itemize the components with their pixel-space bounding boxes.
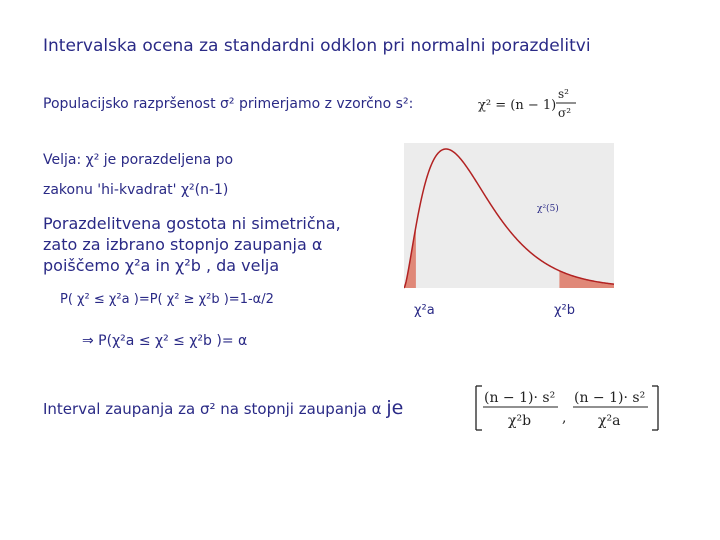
confidence-interval-formula — [470, 382, 666, 434]
interval-text: Interval zaupanja za σ² na stopnji zaupanja α — [43, 400, 382, 418]
probability-condition: P( χ² ≤ χ²a )=P( χ² ≥ χ²b )=1-α/2 — [60, 292, 274, 307]
formula2-separator: , — [562, 410, 567, 426]
x-label-chi-b: χ²b — [554, 303, 575, 318]
paragraph-line-1: Porazdelitvena gostota ni simetrična, — [43, 214, 341, 233]
x-label-chi-a: χ²a — [414, 303, 435, 318]
paragraph-line-2: zato za izbrano stopnjo zaupanja α — [43, 235, 323, 254]
formula2-right-denominator: χ²a — [598, 413, 621, 429]
slide-title: Intervalska ocena za standardni odklon pri normalni porazdelitvi — [43, 36, 591, 56]
interval-je: je — [386, 397, 404, 419]
velja-line-1: Velja: χ² je porazdeljena po — [43, 152, 234, 168]
distribution-label: χ²(5) — [537, 204, 559, 214]
density-paragraph — [43, 213, 341, 276]
formula1-lhs: χ² = (n − 1) — [478, 98, 557, 113]
implication-line: ⇒ P(χ²a ≤ χ² ≤ χ²b )= α — [82, 333, 248, 349]
formula2-left-numerator: (n − 1)· s² — [484, 390, 556, 406]
formula1-numerator: s² — [558, 87, 569, 101]
population-variance-text: Populacijsko razpršenost σ² primerjamo z vzorčno s²: — [43, 96, 414, 112]
chi-square-density-chart — [404, 143, 624, 293]
paragraph-line-3: poiščemo χ²a in χ²b , da velja — [43, 256, 280, 275]
formula2-left-denominator: χ²b — [508, 413, 532, 429]
chart-background — [404, 143, 614, 288]
formula1-denominator: σ² — [558, 106, 572, 120]
formula2-right-numerator: (n − 1)· s² — [574, 390, 646, 406]
velja-line-2: zakonu 'hi-kvadrat' χ²(n-1) — [43, 182, 229, 198]
confidence-interval-text — [43, 397, 403, 419]
chi-square-statistic-formula — [476, 84, 586, 124]
